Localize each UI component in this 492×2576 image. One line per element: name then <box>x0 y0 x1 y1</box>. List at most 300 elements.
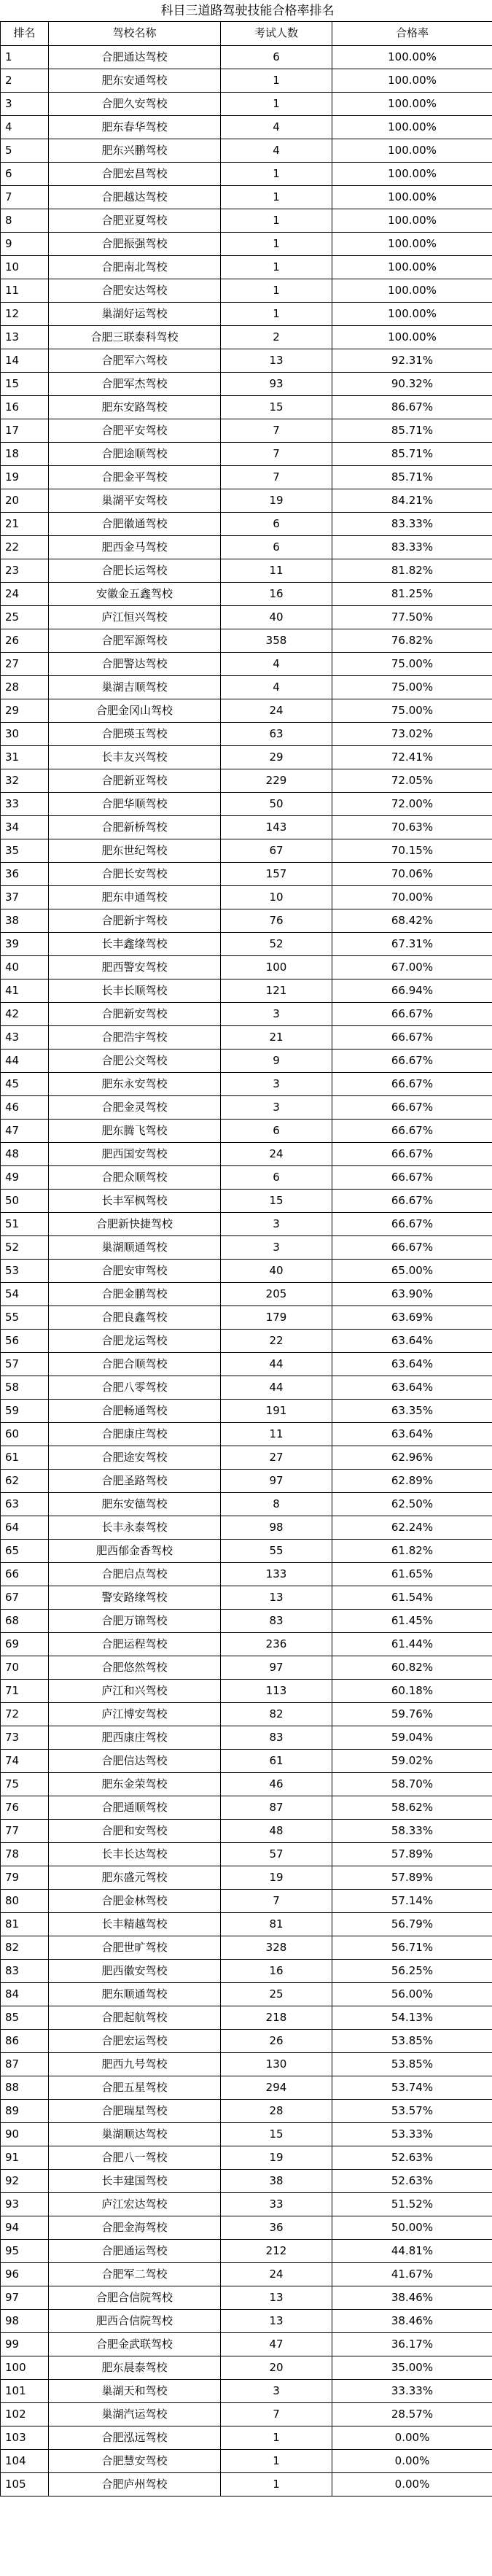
exam-count-cell: 100 <box>221 955 332 979</box>
table-row <box>1 2192 492 2216</box>
exam-count-cell: 26 <box>221 2029 332 2052</box>
exam-count-cell: 13 <box>221 2309 332 2332</box>
rank-cell: 26 <box>1 629 49 652</box>
pass-rate-cell: 56.00% <box>332 1982 492 2006</box>
table-row <box>1 489 492 512</box>
school-name-cell: 合肥起航驾校 <box>49 2006 221 2029</box>
table-row <box>1 1212 492 1235</box>
rank-cell: 40 <box>1 955 49 979</box>
school-name-cell: 巢湖顺达驾校 <box>49 2122 221 2146</box>
pass-rate-cell: 0.00% <box>332 2449 492 2472</box>
school-name-cell: 巢湖平安驾校 <box>49 489 221 512</box>
table-row <box>1 1656 492 1679</box>
school-name-cell: 合肥长运驾校 <box>49 559 221 582</box>
rank-cell: 69 <box>1 1632 49 1656</box>
pass-rate-cell: 75.00% <box>332 652 492 675</box>
rank-cell: 77 <box>1 1819 49 1842</box>
pass-rate-cell: 62.24% <box>332 1516 492 1539</box>
rank-cell: 62 <box>1 1469 49 1492</box>
exam-count-cell: 13 <box>221 1586 332 1609</box>
exam-count-cell: 22 <box>221 1329 332 1352</box>
school-name-cell: 肥西九号驾校 <box>49 2052 221 2076</box>
pass-rate-cell: 100.00% <box>332 92 492 115</box>
school-name-cell: 合肥宏运驾校 <box>49 2029 221 2052</box>
table-row <box>1 92 492 115</box>
table-row <box>1 1726 492 1749</box>
school-name-cell: 肥东春华驾校 <box>49 115 221 139</box>
rank-cell: 12 <box>1 302 49 325</box>
school-name-cell: 巢湖天和驾校 <box>49 2379 221 2402</box>
exam-count-cell: 15 <box>221 395 332 419</box>
school-name-cell: 巢湖吉顺驾校 <box>49 675 221 699</box>
school-name-cell: 肥东永安驾校 <box>49 1072 221 1095</box>
exam-count-cell: 1 <box>221 185 332 209</box>
column-header-school: 驾校名称 <box>49 22 221 45</box>
pass-rate-cell: 76.82% <box>332 629 492 652</box>
pass-rate-cell: 100.00% <box>332 162 492 185</box>
pass-rate-cell: 58.62% <box>332 1796 492 1819</box>
rank-cell: 85 <box>1 2006 49 2029</box>
table-row <box>1 1259 492 1282</box>
rank-cell: 67 <box>1 1586 49 1609</box>
exam-count-cell: 6 <box>221 1165 332 1189</box>
school-name-cell: 合肥通运驾校 <box>49 2239 221 2262</box>
school-name-cell: 合肥康庄驾校 <box>49 1422 221 1446</box>
rank-cell: 102 <box>1 2402 49 2426</box>
rank-cell: 99 <box>1 2332 49 2356</box>
school-name-cell: 肥东安德驾校 <box>49 1492 221 1516</box>
exam-count-cell: 4 <box>221 652 332 675</box>
pass-rate-cell: 33.33% <box>332 2379 492 2402</box>
pass-rate-cell: 90.32% <box>332 372 492 395</box>
exam-count-cell: 55 <box>221 1539 332 1562</box>
school-name-cell: 庐江恒兴驾校 <box>49 605 221 629</box>
school-name-cell: 合肥新桥驾校 <box>49 815 221 839</box>
exam-count-cell: 15 <box>221 2122 332 2146</box>
rank-cell: 2 <box>1 69 49 92</box>
table-row <box>1 2286 492 2309</box>
school-name-cell: 合肥南北驾校 <box>49 255 221 279</box>
school-name-cell: 合肥启点驾校 <box>49 1562 221 1586</box>
school-name-cell: 合肥庐州驾校 <box>49 2472 221 2496</box>
table-row <box>1 2426 492 2449</box>
pass-rate-cell: 56.25% <box>332 1959 492 1982</box>
exam-count-cell: 6 <box>221 535 332 559</box>
rank-cell: 10 <box>1 255 49 279</box>
school-name-cell: 长丰鑫缘驾校 <box>49 932 221 955</box>
table-row <box>1 2006 492 2029</box>
school-name-cell: 合肥龙运驾校 <box>49 1329 221 1352</box>
school-name-cell: 肥东安路驾校 <box>49 395 221 419</box>
pass-rate-cell: 85.71% <box>332 419 492 442</box>
rank-cell: 50 <box>1 1189 49 1212</box>
rank-cell: 16 <box>1 395 49 419</box>
exam-count-cell: 76 <box>221 909 332 932</box>
school-name-cell: 肥西警安驾校 <box>49 955 221 979</box>
exam-count-cell: 157 <box>221 862 332 885</box>
table-row <box>1 2169 492 2192</box>
table-row <box>1 745 492 769</box>
pass-rate-cell: 38.46% <box>332 2286 492 2309</box>
pass-rate-cell: 100.00% <box>332 232 492 255</box>
exam-count-cell: 1 <box>221 232 332 255</box>
school-name-cell: 肥东晨泰驾校 <box>49 2356 221 2379</box>
school-name-cell: 合肥新快捷驾校 <box>49 1212 221 1235</box>
school-name-cell: 合肥合信院驾校 <box>49 2286 221 2309</box>
table-row <box>1 885 492 909</box>
exam-count-cell: 1 <box>221 279 332 302</box>
exam-count-cell: 97 <box>221 1469 332 1492</box>
exam-count-cell: 133 <box>221 1562 332 1586</box>
rank-cell: 39 <box>1 932 49 955</box>
exam-count-cell: 82 <box>221 1702 332 1726</box>
exam-count-cell: 1 <box>221 2426 332 2449</box>
pass-rate-cell: 52.63% <box>332 2169 492 2192</box>
exam-count-cell: 50 <box>221 792 332 815</box>
rank-cell: 65 <box>1 1539 49 1562</box>
exam-count-cell: 4 <box>221 675 332 699</box>
table-row <box>1 115 492 139</box>
pass-rate-cell: 56.71% <box>332 1936 492 1959</box>
school-name-cell: 肥东盛元驾校 <box>49 1866 221 1889</box>
rank-cell: 87 <box>1 2052 49 2076</box>
table-row <box>1 2076 492 2099</box>
pass-rate-cell: 73.02% <box>332 722 492 745</box>
pass-rate-cell: 100.00% <box>332 45 492 69</box>
pass-rate-cell: 100.00% <box>332 302 492 325</box>
pass-rate-cell: 100.00% <box>332 325 492 349</box>
table-row <box>1 2239 492 2262</box>
school-name-cell: 合肥合顺驾校 <box>49 1352 221 1376</box>
table-row <box>1 279 492 302</box>
table-body <box>1 45 492 2496</box>
school-name-cell: 长丰精越驾校 <box>49 1912 221 1936</box>
pass-rate-cell: 60.82% <box>332 1656 492 1679</box>
pass-rate-cell: 75.00% <box>332 699 492 722</box>
school-name-cell: 庐江博安驾校 <box>49 1702 221 1726</box>
table-row <box>1 465 492 489</box>
table-row <box>1 1142 492 1165</box>
rank-cell: 24 <box>1 582 49 605</box>
exam-count-cell: 28 <box>221 2099 332 2122</box>
school-name-cell: 合肥军二驾校 <box>49 2262 221 2286</box>
rank-cell: 7 <box>1 185 49 209</box>
table-row <box>1 1562 492 1586</box>
school-name-cell: 合肥军源驾校 <box>49 629 221 652</box>
rank-cell: 25 <box>1 605 49 629</box>
pass-rate-cell: 53.85% <box>332 2029 492 2052</box>
rank-cell: 98 <box>1 2309 49 2332</box>
exam-count-cell: 2 <box>221 325 332 349</box>
exam-count-cell: 212 <box>221 2239 332 2262</box>
exam-count-cell: 24 <box>221 1142 332 1165</box>
school-name-cell: 合肥新安驾校 <box>49 1002 221 1025</box>
table-row <box>1 1772 492 1796</box>
pass-rate-cell: 35.00% <box>332 2356 492 2379</box>
rank-cell: 37 <box>1 885 49 909</box>
school-name-cell: 合肥宏昌驾校 <box>49 162 221 185</box>
table-row <box>1 722 492 745</box>
table-row <box>1 2402 492 2426</box>
pass-rate-cell: 100.00% <box>332 255 492 279</box>
rank-cell: 54 <box>1 1282 49 1306</box>
exam-count-cell: 229 <box>221 769 332 792</box>
exam-count-cell: 44 <box>221 1376 332 1399</box>
school-name-cell: 合肥泓远驾校 <box>49 2426 221 2449</box>
table-row <box>1 2449 492 2472</box>
rank-cell: 49 <box>1 1165 49 1189</box>
pass-rate-cell: 66.67% <box>332 1235 492 1259</box>
school-name-cell: 合肥金平驾校 <box>49 465 221 489</box>
pass-rate-cell: 56.79% <box>332 1912 492 1936</box>
rank-cell: 80 <box>1 1889 49 1912</box>
pass-rate-cell: 59.76% <box>332 1702 492 1726</box>
rank-cell: 17 <box>1 419 49 442</box>
rank-cell: 19 <box>1 465 49 489</box>
rank-cell: 18 <box>1 442 49 465</box>
school-name-cell: 合肥警达驾校 <box>49 652 221 675</box>
rank-cell: 8 <box>1 209 49 232</box>
exam-count-cell: 97 <box>221 1656 332 1679</box>
table-row <box>1 1165 492 1189</box>
table-row <box>1 2262 492 2286</box>
table-row <box>1 349 492 372</box>
table-row <box>1 2029 492 2052</box>
table-row <box>1 1399 492 1422</box>
school-name-cell: 合肥新亚驾校 <box>49 769 221 792</box>
pass-rate-cell: 100.00% <box>332 185 492 209</box>
table-row <box>1 45 492 69</box>
exam-count-cell: 21 <box>221 1025 332 1049</box>
rank-cell: 96 <box>1 2262 49 2286</box>
school-name-cell: 肥西康庄驾校 <box>49 1726 221 1749</box>
exam-count-cell: 4 <box>221 139 332 162</box>
table-row <box>1 1632 492 1656</box>
school-name-cell: 合肥畅通驾校 <box>49 1399 221 1422</box>
pass-rate-cell: 63.35% <box>332 1399 492 1422</box>
table-row <box>1 1796 492 1819</box>
pass-rate-cell: 83.33% <box>332 535 492 559</box>
school-name-cell: 合肥通顺驾校 <box>49 1796 221 1819</box>
rank-cell: 34 <box>1 815 49 839</box>
rank-cell: 29 <box>1 699 49 722</box>
pass-rate-cell: 61.44% <box>332 1632 492 1656</box>
rank-cell: 1 <box>1 45 49 69</box>
pass-rate-cell: 54.13% <box>332 2006 492 2029</box>
exam-count-cell: 7 <box>221 465 332 489</box>
table-row <box>1 1492 492 1516</box>
rank-cell: 43 <box>1 1025 49 1049</box>
exam-count-cell: 93 <box>221 372 332 395</box>
school-name-cell: 合肥越达驾校 <box>49 185 221 209</box>
pass-rate-cell: 66.67% <box>332 1189 492 1212</box>
school-name-cell: 合肥军杰驾校 <box>49 372 221 395</box>
school-name-cell: 巢湖顺通驾校 <box>49 1235 221 1259</box>
table-row <box>1 909 492 932</box>
table-row <box>1 2146 492 2169</box>
rank-cell: 89 <box>1 2099 49 2122</box>
rank-cell: 45 <box>1 1072 49 1095</box>
exam-count-cell: 205 <box>221 1282 332 1306</box>
table-row <box>1 1095 492 1119</box>
school-name-cell: 合肥瑞星驾校 <box>49 2099 221 2122</box>
table-row <box>1 1002 492 1025</box>
pass-rate-cell: 61.54% <box>332 1586 492 1609</box>
school-name-cell: 合肥瑛玉驾校 <box>49 722 221 745</box>
exam-count-cell: 83 <box>221 1726 332 1749</box>
pass-rate-cell: 66.67% <box>332 1165 492 1189</box>
exam-count-cell: 7 <box>221 1889 332 1912</box>
exam-count-cell: 40 <box>221 1259 332 1282</box>
school-name-cell: 巢湖好运驾校 <box>49 302 221 325</box>
table-row <box>1 2122 492 2146</box>
rank-cell: 68 <box>1 1609 49 1632</box>
school-name-cell: 合肥军六驾校 <box>49 349 221 372</box>
rank-cell: 92 <box>1 2169 49 2192</box>
school-name-cell: 肥西合信院驾校 <box>49 2309 221 2332</box>
pass-rate-cell: 0.00% <box>332 2426 492 2449</box>
table-row <box>1 629 492 652</box>
school-name-cell: 合肥浩宇驾校 <box>49 1025 221 1049</box>
exam-count-cell: 36 <box>221 2216 332 2239</box>
pass-rate-cell: 0.00% <box>332 2472 492 2496</box>
table-row <box>1 2379 492 2402</box>
pass-rate-cell: 70.06% <box>332 862 492 885</box>
table-row <box>1 1376 492 1399</box>
exam-count-cell: 4 <box>221 115 332 139</box>
exam-count-cell: 27 <box>221 1446 332 1469</box>
exam-count-cell: 47 <box>221 2332 332 2356</box>
rank-cell: 51 <box>1 1212 49 1235</box>
pass-rate-cell: 68.42% <box>332 909 492 932</box>
school-name-cell: 合肥和安驾校 <box>49 1819 221 1842</box>
school-name-cell: 肥东安通驾校 <box>49 69 221 92</box>
rank-cell: 32 <box>1 769 49 792</box>
table-row <box>1 302 492 325</box>
table-row <box>1 1352 492 1376</box>
table-row <box>1 559 492 582</box>
table-row <box>1 1189 492 1212</box>
exam-count-cell: 57 <box>221 1842 332 1866</box>
exam-count-cell: 8 <box>221 1492 332 1516</box>
table-row <box>1 512 492 535</box>
table-row <box>1 1119 492 1142</box>
table-row <box>1 1446 492 1469</box>
table-row <box>1 1749 492 1772</box>
pass-rate-cell: 72.41% <box>332 745 492 769</box>
exam-count-cell: 143 <box>221 815 332 839</box>
pass-rate-cell: 53.57% <box>332 2099 492 2122</box>
school-name-cell: 安徽金五鑫驾校 <box>49 582 221 605</box>
table-row <box>1 232 492 255</box>
school-name-cell: 合肥运程驾校 <box>49 1632 221 1656</box>
pass-rate-cell: 53.74% <box>332 2076 492 2099</box>
pass-rate-cell: 38.46% <box>332 2309 492 2332</box>
pass-rate-cell: 83.33% <box>332 512 492 535</box>
exam-count-cell: 19 <box>221 489 332 512</box>
table-row <box>1 979 492 1002</box>
rank-cell: 72 <box>1 1702 49 1726</box>
table-row <box>1 209 492 232</box>
school-name-cell: 合肥三联泰科驾校 <box>49 325 221 349</box>
exam-count-cell: 1 <box>221 302 332 325</box>
school-name-cell: 合肥振强驾校 <box>49 232 221 255</box>
table-row <box>1 1025 492 1049</box>
pass-rate-cell: 66.67% <box>332 1119 492 1142</box>
school-name-cell: 庐江宏达驾校 <box>49 2192 221 2216</box>
rank-cell: 86 <box>1 2029 49 2052</box>
exam-count-cell: 29 <box>221 745 332 769</box>
table-row <box>1 1912 492 1936</box>
pass-rate-cell: 66.67% <box>332 1072 492 1095</box>
exam-count-cell: 3 <box>221 1235 332 1259</box>
table-row <box>1 69 492 92</box>
rank-cell: 46 <box>1 1095 49 1119</box>
exam-count-cell: 7 <box>221 419 332 442</box>
pass-rate-cell: 62.89% <box>332 1469 492 1492</box>
rank-cell: 103 <box>1 2426 49 2449</box>
table-row <box>1 815 492 839</box>
rank-cell: 91 <box>1 2146 49 2169</box>
exam-count-cell: 83 <box>221 1609 332 1632</box>
school-name-cell: 警安路缘驾校 <box>49 1586 221 1609</box>
pass-rate-cell: 66.67% <box>332 1002 492 1025</box>
pass-rate-cell: 100.00% <box>332 139 492 162</box>
pass-rate-cell: 62.50% <box>332 1492 492 1516</box>
table-row <box>1 839 492 862</box>
table-row <box>1 1049 492 1072</box>
rank-cell: 9 <box>1 232 49 255</box>
exam-count-cell: 130 <box>221 2052 332 2076</box>
pass-rate-cell: 63.64% <box>332 1352 492 1376</box>
pass-rate-cell: 66.94% <box>332 979 492 1002</box>
exam-count-cell: 52 <box>221 932 332 955</box>
school-name-cell: 合肥万锦驾校 <box>49 1609 221 1632</box>
rank-cell: 70 <box>1 1656 49 1679</box>
pass-rate-cell: 61.45% <box>332 1609 492 1632</box>
table-row <box>1 2309 492 2332</box>
school-name-cell: 合肥金武联驾校 <box>49 2332 221 2356</box>
pass-rate-cell: 70.00% <box>332 885 492 909</box>
pass-rate-cell: 72.05% <box>332 769 492 792</box>
rank-cell: 38 <box>1 909 49 932</box>
table-row <box>1 1866 492 1889</box>
exam-count-cell: 1 <box>221 162 332 185</box>
table-row <box>1 1959 492 1982</box>
rank-cell: 64 <box>1 1516 49 1539</box>
school-name-cell: 肥西国安驾校 <box>49 1142 221 1165</box>
school-name-cell: 合肥金灵驾校 <box>49 1095 221 1119</box>
exam-count-cell: 20 <box>221 2356 332 2379</box>
rank-cell: 11 <box>1 279 49 302</box>
school-name-cell: 合肥安达驾校 <box>49 279 221 302</box>
pass-rate-cell: 61.82% <box>332 1539 492 1562</box>
rank-cell: 79 <box>1 1866 49 1889</box>
table-row <box>1 2472 492 2496</box>
rank-cell: 59 <box>1 1399 49 1422</box>
rank-cell: 73 <box>1 1726 49 1749</box>
table-row <box>1 792 492 815</box>
table-row <box>1 1072 492 1095</box>
exam-count-cell: 3 <box>221 1002 332 1025</box>
rank-cell: 14 <box>1 349 49 372</box>
table-row <box>1 675 492 699</box>
rank-cell: 3 <box>1 92 49 115</box>
school-name-cell: 合肥慧安驾校 <box>49 2449 221 2472</box>
rank-cell: 23 <box>1 559 49 582</box>
pass-rate-cell: 36.17% <box>332 2332 492 2356</box>
exam-count-cell: 24 <box>221 699 332 722</box>
